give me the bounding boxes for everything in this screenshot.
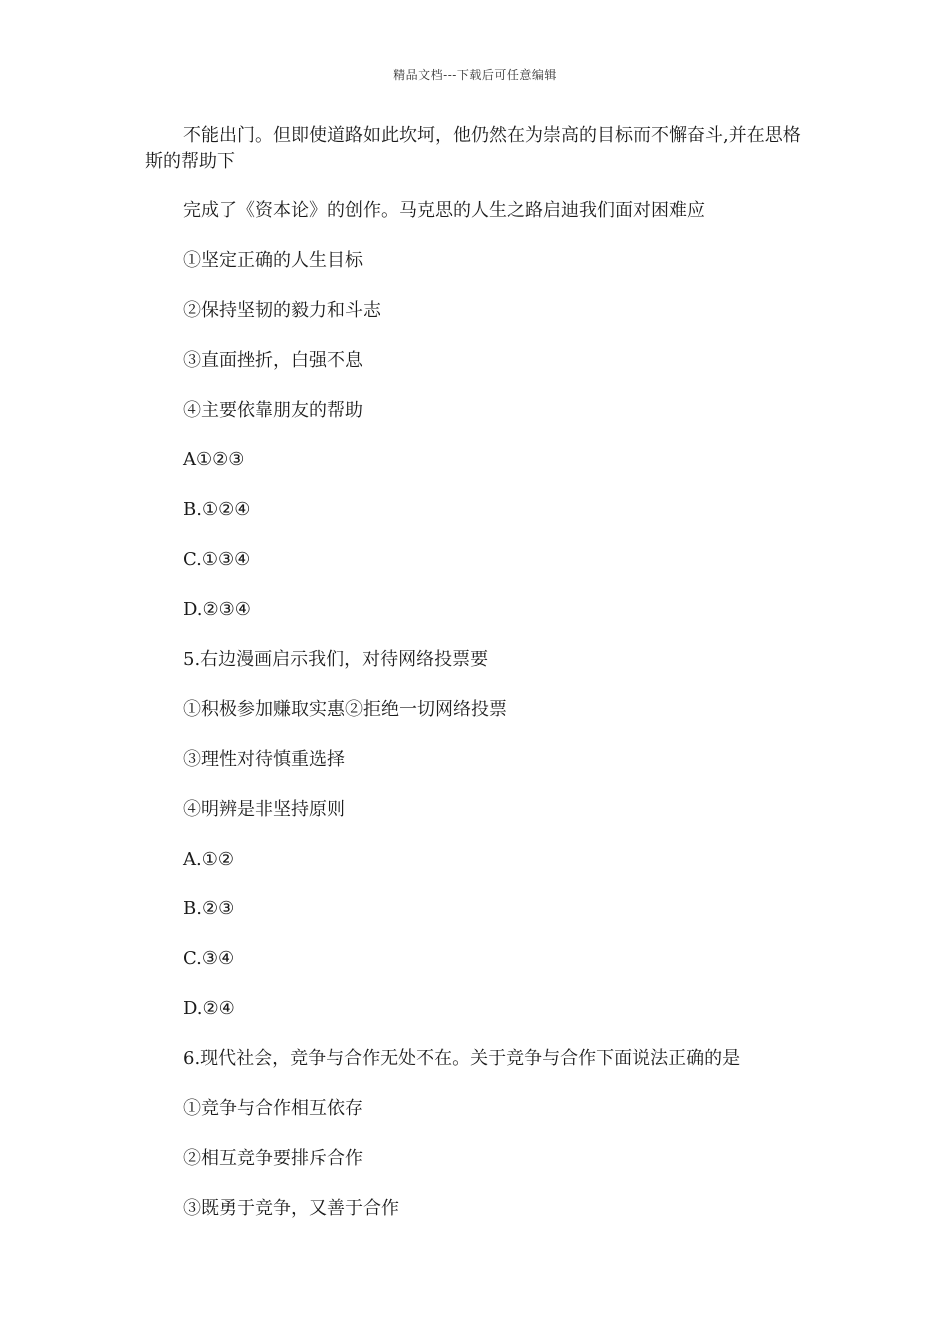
q4-option-c: C.①③④ <box>183 549 251 571</box>
intro-paragraph: 不能出门。但即使道路如此坎坷，他仍然在为崇高的目标而不懈奋斗,并在思格斯的帮助下 <box>145 125 801 172</box>
q5-statement-4: ④明辨是非坚持原则 <box>183 798 345 820</box>
q5-option-d: D.②④ <box>183 998 235 1020</box>
q4-option-d: D.②③④ <box>183 599 251 621</box>
q4-statement-4: ④主要依靠朋友的帮助 <box>183 399 363 421</box>
q5-option-b: B.②③ <box>183 898 235 920</box>
q6-statement-1: ①竞争与合作相互依存 <box>183 1098 363 1120</box>
content-lines <box>183 198 740 1246</box>
q6-statement-3: ③既勇于竞争，又善于合作 <box>183 1197 399 1219</box>
q6-statement-2: ②相互竞争要排斥合作 <box>183 1147 363 1169</box>
q4-statement-1: ①坚定正确的人生目标 <box>183 249 363 271</box>
page-header: 精品文档---下载后可任意编辑 <box>393 68 557 82</box>
q5-option-a: A.①② <box>183 848 234 870</box>
q4-option-a: A①②③ <box>183 449 245 471</box>
text-line-continuation: 完成了《资本论》的创作。马克思的人生之路启迪我们面对困难应 <box>183 200 705 221</box>
q4-option-b: B.①②④ <box>183 499 251 521</box>
q5-question: 5.右边漫画启示我们，对待网络投票要 <box>183 649 489 671</box>
q5-statement-1-2: ①积极参加赚取实惠②拒绝一切网络投票 <box>183 698 507 720</box>
q5-statement-3: ③理性对待慎重选择 <box>183 748 345 770</box>
q6-question: 6.现代社会，竞争与合作无处不在。关于竞争与合作下面说法正确的是 <box>183 1048 741 1070</box>
q4-statement-2: ②保持坚韧的毅力和斗志 <box>183 299 381 321</box>
q5-option-c: C.③④ <box>183 948 235 970</box>
q4-statement-3: ③直面挫折，白强不息 <box>183 349 363 371</box>
